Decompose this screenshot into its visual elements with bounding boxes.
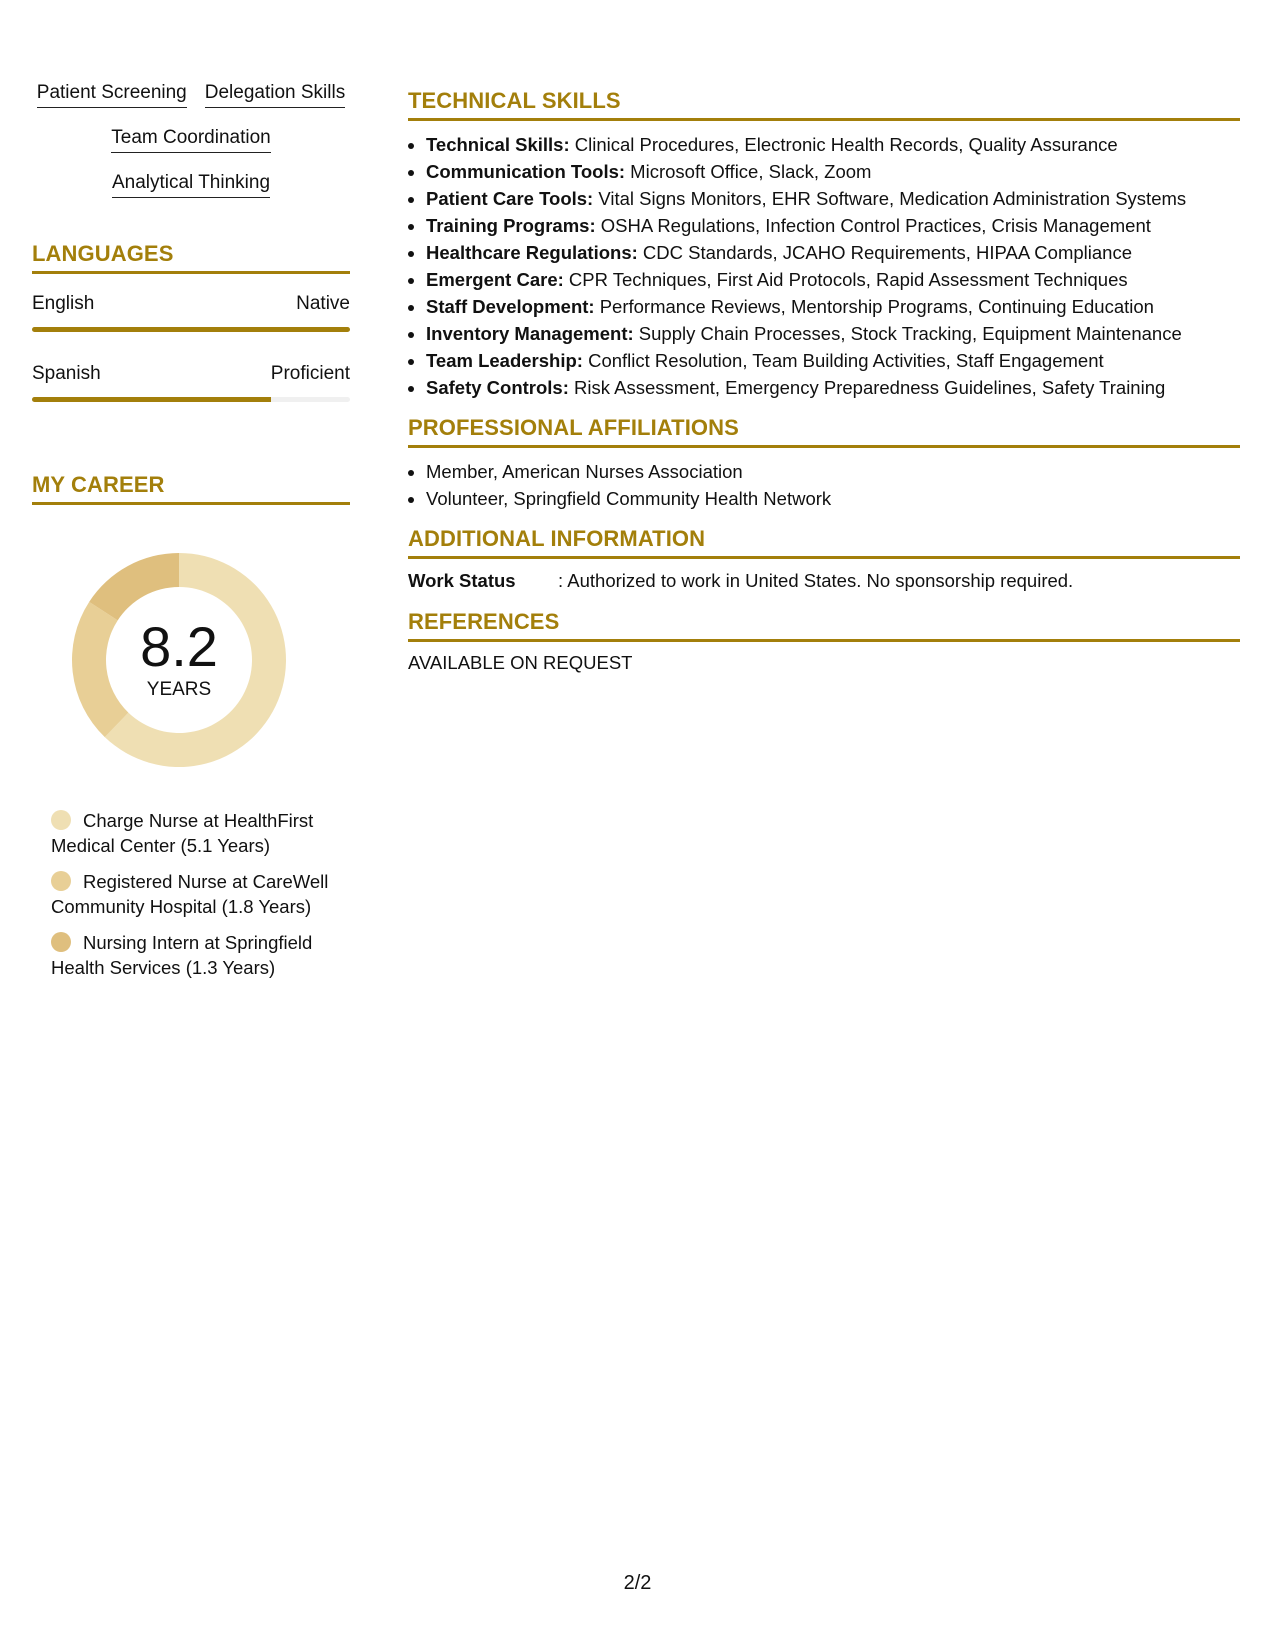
references-text: AVAILABLE ON REQUEST (408, 652, 633, 673)
language-level: Native (296, 293, 350, 314)
legend-text: Nursing Intern at Springfield Health Services (1.3 Years) (51, 932, 313, 978)
skills-tags (32, 80, 350, 215)
legend-dot (51, 810, 71, 830)
language-spanish (32, 362, 350, 402)
work-status-label: Work Status (408, 570, 516, 591)
references-section (408, 609, 1240, 674)
skill-category-label: Healthcare Regulations: (426, 242, 638, 263)
legend-item (51, 809, 341, 858)
list-item: • Member, American Nurses Association (426, 458, 1240, 485)
legend-item (51, 870, 341, 919)
skill-category-label: Training Programs: (426, 215, 596, 236)
additional-info-section (408, 526, 1240, 593)
technical-skill-item (426, 347, 1240, 374)
skill-tag: Team Coordination (111, 125, 270, 153)
skill-category-values: Risk Assessment, Emergency Preparedness Guidelines, Safety Training (568, 377, 1166, 398)
skill-category-values: Conflict Resolution, Team Building Activities, Staff Engagement (582, 350, 1104, 371)
skill-category-label: Patient Care Tools: (426, 188, 594, 209)
technical-skills-section (408, 88, 1240, 401)
technical-skill-item (426, 320, 1240, 347)
technical-skill-item (426, 158, 1240, 185)
technical-skills-list (408, 131, 1240, 401)
language-level: Proficient (270, 363, 350, 384)
skill-category-values: Vital Signs Monitors, EHR Software, Medication Administration Systems (593, 188, 1187, 209)
career-section (32, 472, 350, 980)
right-column (408, 88, 1240, 674)
skill-tag: Patient Screening (37, 80, 187, 108)
legend-dot (51, 932, 71, 952)
skill-category-label: Technical Skills: (426, 134, 570, 155)
language-level-bar (32, 397, 350, 402)
legend-item (51, 931, 341, 980)
skill-category-values: Microsoft Office, Slack, Zoom (625, 161, 872, 182)
technical-skill-item (426, 266, 1240, 293)
technical-skills-title: TECHNICAL SKILLS (408, 88, 1240, 121)
page-number: 2/2 (623, 1572, 652, 1594)
skill-category-label: Communication Tools: (426, 161, 626, 182)
career-legend (51, 809, 341, 980)
technical-skill-item (426, 185, 1240, 212)
career-years-unit: YEARS (146, 679, 212, 700)
skill-category-label: Inventory Management: (426, 323, 634, 344)
legend-text: Charge Nurse at HealthFirst Medical Center (5.1 Years) (51, 810, 314, 856)
skill-category-label: Emergent Care: (426, 269, 564, 290)
language-name: English (32, 293, 95, 314)
career-total-years: 8.2 (140, 615, 218, 678)
skill-category-label: Team Leadership: (426, 350, 583, 371)
skill-category-label: Safety Controls: (426, 377, 569, 398)
language-english (32, 292, 350, 332)
skill-category-values: Performance Reviews, Mentorship Programs, Continuing Education (594, 296, 1154, 317)
technical-skill-item (426, 239, 1240, 266)
skill-category-values: Clinical Procedures, Electronic Health Records, Quality Assurance (569, 134, 1118, 155)
legend-text: Registered Nurse at CareWell Community Hospital (1.8 Years) (51, 871, 329, 917)
affiliations-list (408, 458, 1240, 512)
list-item: • Volunteer, Springfield Community Health Network (426, 485, 1240, 512)
languages-section (32, 241, 350, 402)
work-status-value: : Authorized to work in United States. No sponsorship required. (558, 570, 1074, 591)
technical-skill-item (426, 212, 1240, 239)
technical-skill-item (426, 131, 1240, 158)
skill-category-values: CDC Standards, JCAHO Requirements, HIPAA Compliance (637, 242, 1132, 263)
career-donut-chart (66, 547, 292, 773)
skill-tag: Analytical Thinking (112, 170, 270, 198)
technical-skill-item (426, 293, 1240, 320)
references-title: REFERENCES (408, 609, 1240, 642)
skill-category-values: OSHA Regulations, Infection Control Practices, Crisis Management (595, 215, 1151, 236)
language-name: Spanish (32, 363, 101, 384)
language-level-fill (32, 327, 350, 332)
additional-info-title: ADDITIONAL INFORMATION (408, 526, 1240, 559)
affiliations-title: PROFESSIONAL AFFILIATIONS (408, 415, 1240, 448)
skill-category-values: Supply Chain Processes, Stock Tracking, Equipment Maintenance (633, 323, 1182, 344)
work-status-row (408, 569, 1240, 593)
technical-skill-item (426, 374, 1240, 401)
skill-tag: Delegation Skills (205, 80, 345, 108)
language-level-fill (32, 397, 271, 402)
legend-dot (51, 871, 71, 891)
skill-category-values: CPR Techniques, First Aid Protocols, Rapid Assessment Techniques (563, 269, 1128, 290)
left-column (32, 80, 350, 992)
skill-category-label: Staff Development: (426, 296, 595, 317)
affiliations-section (408, 415, 1240, 512)
language-level-bar (32, 327, 350, 332)
languages-title: LANGUAGES (32, 241, 350, 274)
career-title: MY CAREER (32, 472, 350, 505)
